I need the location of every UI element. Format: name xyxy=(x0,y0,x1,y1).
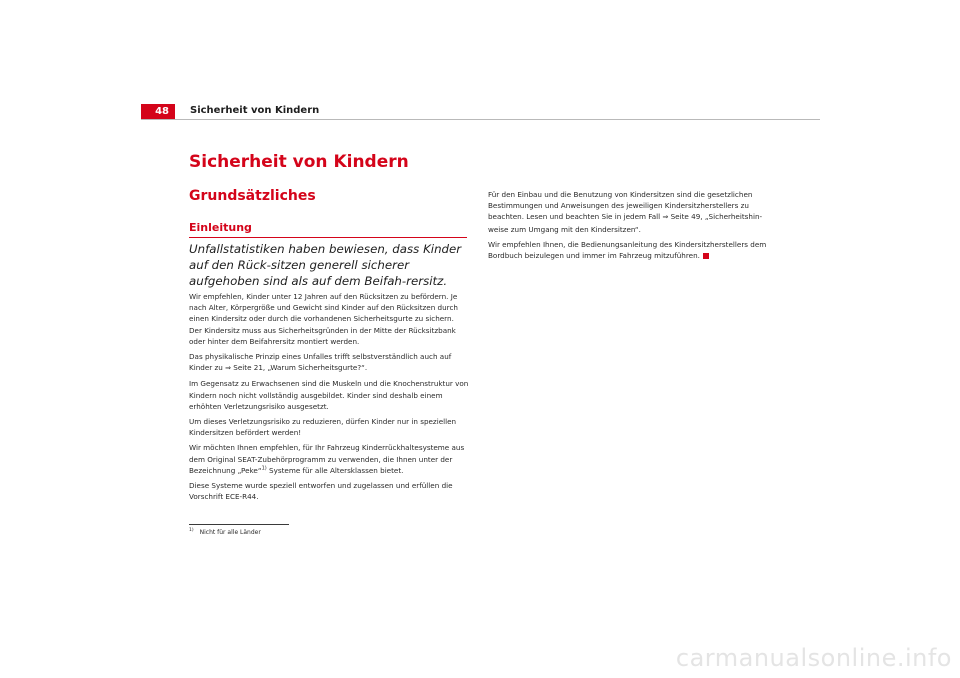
subsection-title: Einleitung xyxy=(189,221,467,238)
paragraph-6: Diese Systeme wurde speziell entworfen und zugelassen und erfüllen die Vorschrift ECE-R44. xyxy=(189,481,453,502)
paragraph-3: Im Gegensatz zu Erwachsenen sind die Muskeln und die Knochenstruktur von Kindern noch nicht vollständig ausgebildet. Kinder sind deshalb einem erhöhten Verletzungsrisiko ausgesetzt. xyxy=(189,379,469,411)
paragraph-1: Wir empfehlen, Kinder unter 12 Jahren auf den Rücksitzen zu befördern. Je nach Alter, Körpergröße und Gewicht sind Kinder auf den Rücksitzen durch einen Kindersitz oder durch die vorhandenen Sicherheitsgurte zu sichern. Der Kindersitz muss aus Sicherheitsgründen in der Mitte der Rücksitzbank oder hinter dem Beifahrersitz montiert werden. xyxy=(189,292,458,346)
paragraph-8-text: Wir empfehlen Ihnen, die Bedienungsanleitung des Kindersitzherstellers dem Bordbuch beizulegen und immer im Fahrzeug mitzuführen. xyxy=(488,239,767,261)
paragraph-2 xyxy=(189,351,469,374)
footnote-mark: 1) xyxy=(189,528,194,533)
page-number-badge xyxy=(141,104,175,120)
chapter-title: Sicherheit von Kindern xyxy=(189,152,409,172)
cross-reference-arrow-icon: ⇒ xyxy=(225,364,231,373)
footnote-divider xyxy=(189,524,289,525)
paragraph-5-text-a: Wir möchten Ihnen empfehlen, für Ihr Fahrzeug Kinderrückhaltesysteme aus dem Original SEAT-Zubehörprogramm zu verwenden, die Ihnen unter der Bezeichnung „Peke“ xyxy=(189,443,465,475)
left-column xyxy=(189,291,469,506)
running-header-title: Sicherheit von Kindern xyxy=(190,105,320,116)
lead-paragraph: Unfallstatistiken haben bewiesen, dass Kinder auf den Rück-sitzen generell sicherer aufgehoben sind als auf dem Beifah-rersitz. xyxy=(189,242,462,288)
page-21-reference-link[interactable]: Seite 21, „Warum Sicherheitsgurte?“. xyxy=(230,363,368,373)
paragraph-7-text-a: Für den Einbau und die Benutzung von Kindersitzen sind die gesetzlichen Bestimmungen und Anweisungen des jeweiligen Kindersitzherstellers zu beachten. Lesen und beachten Sie in jedem Fall xyxy=(488,190,753,222)
section-end-marker-icon xyxy=(703,253,709,259)
paragraph-5 xyxy=(189,442,469,476)
footnote-text: Nicht für alle Länder xyxy=(199,529,261,536)
section-title: Grundsätzliches xyxy=(189,188,316,204)
paragraph-7 xyxy=(488,189,773,235)
page-number: 48 xyxy=(155,106,169,117)
footnote-reference[interactable]: 1) xyxy=(261,465,267,472)
watermark: carmanualsonline.info xyxy=(675,644,952,672)
paragraph-4: Um dieses Verletzungsrisiko zu reduzieren, dürfen Kinder nur in speziellen Kindersitzen befördert werden! xyxy=(189,417,457,438)
cross-reference-arrow-icon: ⇒ xyxy=(662,213,669,222)
paragraph-2-text-a: Das physikalische Prinzip eines Unfalles trifft selbstverständlich auch auf Kinder zu xyxy=(189,352,452,373)
header-divider xyxy=(141,119,820,120)
page-49-reference-link[interactable]: Seite 49, „Sicherheitshin-weise zum Umgang mit den Kindersitzen“. xyxy=(488,212,763,234)
paragraph-5-text-b: Systeme für alle Altersklassen bietet. xyxy=(266,465,404,475)
right-column xyxy=(488,189,773,265)
paragraph-8 xyxy=(488,239,773,261)
footnote xyxy=(189,528,261,536)
